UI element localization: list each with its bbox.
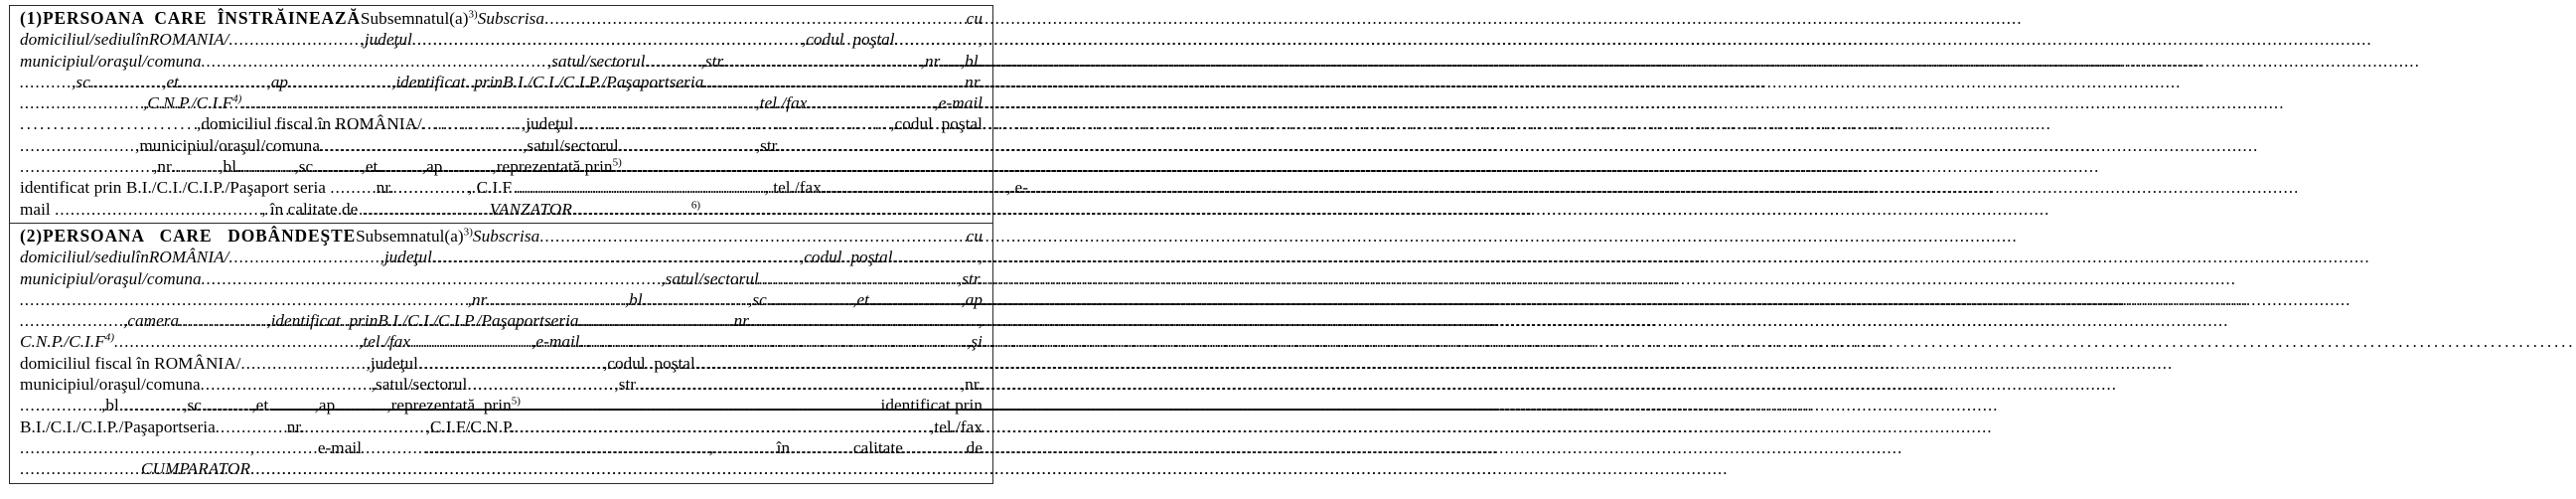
seller-cnp-blank[interactable] xyxy=(241,92,755,113)
seller-line-3: municipiul/oraşul/comuna ..... , satul/sectorul ..... , str. ..... , nr. ..... , bl. xyxy=(20,51,983,72)
buyer-label-camera: camera xyxy=(127,311,180,331)
section-seller xyxy=(10,6,1029,223)
seller-label-cnp: $C.N.P./C.I.F^{4)}$ xyxy=(147,92,242,113)
seller-doc-nr-blank[interactable] xyxy=(20,92,143,113)
buyer-label-sc: sc. xyxy=(752,289,772,309)
buyer-label-nr-4: nr. xyxy=(286,416,305,436)
buyer-label-email-2: e-mail xyxy=(317,437,363,457)
seller-fiscal-locality-blank[interactable] xyxy=(422,113,522,134)
buyer-line-8: municipiul/oraşul/comuna ..... , satul/sectorul ..... , str. ..... , nr. xyxy=(20,374,983,395)
buyer-label-buletin-2: B.I./C.I./C.I.P./Paşaport xyxy=(20,416,184,436)
buyer-label-codul-postal: codul poştal xyxy=(804,248,893,267)
buyer-label-ap: ap xyxy=(965,289,983,309)
declaration-form-table xyxy=(9,5,1029,484)
seller-reprezentata-footnote: 5) xyxy=(612,156,622,169)
buyer-section-number: (2) xyxy=(20,225,43,246)
buyer-label-municipiul-2: municipiul/oraşul/comuna xyxy=(20,375,201,395)
seller-label-cif: C.I.F xyxy=(476,178,513,198)
seller-role-leader-left xyxy=(363,199,490,220)
seller-label-telfax-2: tel./fax xyxy=(773,178,822,198)
seller-postal-blank[interactable] xyxy=(895,29,979,50)
seller-fiscal-et-blank[interactable] xyxy=(382,156,422,177)
buyer-label-bl-2: bl. xyxy=(105,396,124,416)
buyer-rep-telfax-blank[interactable] xyxy=(20,437,187,458)
seller-sat-blank[interactable] xyxy=(646,51,701,72)
buyer-label-telfax-2: tel./fax xyxy=(934,416,983,436)
buyer-label-municipiul: municipiul/oraşul/comuna xyxy=(20,268,202,288)
seller-reprezentant-blank[interactable] xyxy=(622,156,983,177)
seller-cnp-footnote: 4) xyxy=(232,92,242,105)
buyer-fiscal-postal-blank[interactable] xyxy=(695,353,983,374)
seller-judet-blank[interactable] xyxy=(412,29,802,50)
buyer-locality-blank[interactable] xyxy=(228,247,379,267)
seller-label-domiciliul: domiciliul/sediul xyxy=(20,30,136,50)
seller-fiscal-municipiu-blank[interactable] xyxy=(320,135,523,156)
buyer-reprezentant-blank[interactable] xyxy=(521,395,881,416)
seller-label-buletin-2: B.I./C.I./C.I.P./Paşaport xyxy=(125,178,289,198)
buyer-label-codul-postal-2: codul poştal xyxy=(607,353,695,373)
seller-et-blank[interactable] xyxy=(183,72,266,92)
seller-str-blank[interactable] xyxy=(726,51,921,72)
buyer-municipiu-blank[interactable] xyxy=(202,268,662,289)
buyer-bl-blank[interactable] xyxy=(647,289,748,310)
seller-label-municipiul-2: municipiul/oraşul/comuna xyxy=(139,135,320,155)
seller-label-identificat: identificat prin xyxy=(395,72,504,91)
buyer-fiscal-judet-blank[interactable] xyxy=(418,353,603,374)
seller-role-footnote: 6) xyxy=(690,198,701,211)
buyer-label-ap-2: ap xyxy=(318,396,336,416)
seller-label-municipiul: municipiul/oraşul/comuna xyxy=(20,51,202,71)
seller-label-seria: seria xyxy=(669,72,704,91)
buyer-role-leader-left xyxy=(20,458,141,479)
seller-line-6: ..... , domiciliul fiscal în ROMÂNIA/ ..... , judeţul ..... , codul poştal xyxy=(20,113,983,134)
seller-label-bl: bl. xyxy=(965,51,983,71)
buyer-line-3: municipiul/oraşul/comuna ..... , satul/sectorul ..... , str. xyxy=(20,268,983,289)
buyer-label-reprezentata: reprezentată prin$^{5)}$ xyxy=(390,395,521,416)
buyer-label-cif-cnp: C.I.F/C.N.P. xyxy=(429,416,516,436)
seller-label-nr-4: nr. xyxy=(376,178,394,198)
buyer-line-6: $C.N.P./C.I.F^{4)}$ ..... , tel./fax ..... , e-mail ..... , şi xyxy=(20,331,983,352)
buyer-line-4: ..... , nr. ..... , bl. ..... , sc. ..... , et. ..... , ap xyxy=(20,289,983,310)
seller-fiscal-nr-blank[interactable] xyxy=(175,156,219,177)
buyer-fiscal-sat-blank[interactable] xyxy=(467,374,614,395)
buyer-label-identificat-prin-end: identificat prin xyxy=(880,396,983,416)
seller-label-nr: nr. xyxy=(924,51,943,71)
buyer-sat-blank[interactable] xyxy=(759,268,958,289)
seller-line-1 xyxy=(20,8,983,29)
buyer-telfax-blank[interactable] xyxy=(410,331,531,352)
seller-email-blank[interactable] xyxy=(20,113,197,134)
buyer-line-11: ..... , e-mail ..... , în calitate de xyxy=(20,437,983,458)
buyer-label-cnp: $C.N.P./C.I.F^{4)}$ xyxy=(20,331,115,352)
seller-fiscal-postal-blank[interactable] xyxy=(20,135,135,156)
buyer-line-7: domiciliul fiscal în ROMÂNIA/ ..... , judeţul ..... , codul poştal ..... xyxy=(20,353,983,374)
buyer-label-in: în xyxy=(776,437,791,457)
buyer-postal-blank[interactable] xyxy=(893,247,979,267)
buyer-label-nr: nr. xyxy=(471,289,490,309)
buyer-fiscal-locality-blank[interactable] xyxy=(240,353,366,374)
buyer-label-in: în xyxy=(135,248,149,267)
buyer-label-str: str. xyxy=(962,268,983,288)
seller-ap-blank[interactable] xyxy=(288,72,391,92)
seller-locality-blank[interactable] xyxy=(228,29,360,50)
seller-label-telfax: tel./fax xyxy=(759,93,808,113)
buyer-label-domiciliul-fiscal: domiciliul fiscal în ROMÂNIA/ xyxy=(20,353,241,373)
seller-label-buletin: B.I./C.I./C.I.P./Paşaport xyxy=(503,72,670,91)
seller-label-ap: ap xyxy=(270,72,288,91)
buyer-rep-cif-blank[interactable] xyxy=(515,416,930,437)
buyer-rep-nr-blank[interactable] xyxy=(305,416,426,437)
buyer-label-judetul: judeţul xyxy=(383,248,432,267)
buyer-doc-nr-blank[interactable] xyxy=(751,310,978,331)
seller-line-9: identificat prin B.I./C.I./C.I.P./Paşaport seria ..... nr. ..... , C.I.F ..... , tel./fax ..... , e- xyxy=(20,177,983,198)
seller-label-identificat-2: identificat prin xyxy=(20,178,122,198)
buyer-label-romania: ROMÂNIA/ xyxy=(148,248,229,267)
seller-section-heading: PERSOANA CARE ÎNSTRĂINEAZĂ xyxy=(42,8,361,28)
buyer-role-value: CUMPARATOR xyxy=(141,459,250,479)
buyer-label-satul-2: satul/sectorul xyxy=(376,375,468,395)
seller-label-in: în xyxy=(135,30,149,50)
seller-label-str-2: str. xyxy=(760,135,781,155)
buyer-line-10: B.I./C.I./C.I.P./Paşaport seria ..... nr. ..... , C.I.F/C.N.P. ..... , tel./fax xyxy=(20,416,983,437)
buyer-fiscal-sc-blank[interactable] xyxy=(206,395,251,416)
buyer-line-5: ..... , camera ..... , identificat prin B.I./C.I./C.I.P./Paşaport seria ..... nr. ..... , xyxy=(20,310,983,331)
seller-label-sc: sc. xyxy=(76,72,95,91)
seller-line-4: ..... , sc. ..... , et. ..... , ap ..... , identificat prin B.I./C.I./C.I.P./Paşaport seria ..... nr. xyxy=(20,72,983,92)
buyer-ap-blank[interactable] xyxy=(20,310,123,331)
seller-rep-seria-blank[interactable] xyxy=(330,177,372,198)
seller-label-satul-2: satul/sectorul xyxy=(527,135,619,155)
seller-line-8: ..... , nr. ..... , bl. ..... , sc. ..... , et. ..... , ap ..... , reprezentată prin$^{5)}$ ..... xyxy=(20,156,983,177)
buyer-line-2: domiciliul/sediul în ROMÂNIA/ ..... , judeţul ..... , codul poştal ..... , xyxy=(20,247,983,267)
buyer-label-str-2: str. xyxy=(618,375,640,395)
buyer-label-domiciliul: domiciliul/sediul xyxy=(20,248,136,267)
buyer-email-blank[interactable] xyxy=(580,331,967,352)
buyer-label-seria: seria xyxy=(543,311,579,331)
buyer-fiscal-ap-blank[interactable] xyxy=(335,395,386,416)
buyer-seria-blank[interactable] xyxy=(579,310,734,331)
seller-rep-email-blank[interactable] xyxy=(55,199,261,220)
buyer-fiscal-municipiu-blank[interactable] xyxy=(201,374,372,395)
buyer-label-et-2: et. xyxy=(255,396,273,416)
buyer-role-leader-right xyxy=(250,458,431,479)
buyer-nr-blank[interactable] xyxy=(490,289,625,310)
seller-nr-blank[interactable] xyxy=(943,51,961,72)
seller-label-nr-3: nr. xyxy=(157,157,176,177)
buyer-et-blank[interactable] xyxy=(873,289,961,310)
seller-label-satul: satul/sectorul xyxy=(551,51,646,71)
seller-label-ap-2: ap xyxy=(426,157,443,177)
seller-label-bl-2: bl. xyxy=(223,157,241,177)
buyer-label-si: şi xyxy=(971,332,983,352)
buyer-section-heading: PERSOANA CARE DOBÂNDEŞTE xyxy=(42,225,357,246)
seller-label-judetul: judeţul xyxy=(364,30,412,50)
seller-subject-footnote: 3) xyxy=(468,8,478,21)
seller-label-reprezentata: reprezentată prin$^{5)}$ xyxy=(496,156,622,177)
buyer-fiscal-bl-blank[interactable] xyxy=(123,395,183,416)
buyer-label-bl: bl. xyxy=(629,289,647,309)
buyer-line-12 xyxy=(20,458,983,479)
buyer-cnp-footnote: 4) xyxy=(104,331,115,344)
seller-label-mail: mail xyxy=(20,199,56,219)
seller-label-email: e-mail xyxy=(938,93,983,113)
buyer-camera-blank[interactable] xyxy=(179,310,266,331)
seller-fiscal-sat-blank[interactable] xyxy=(619,135,756,156)
buyer-name-blank[interactable] xyxy=(539,226,966,247)
buyer-subject-footnote: 3) xyxy=(463,226,473,239)
buyer-rep-seria-blank[interactable] xyxy=(216,416,287,437)
seller-label-judetul-2: judeţul xyxy=(526,114,574,134)
seller-sc-blank[interactable] xyxy=(94,72,162,92)
buyer-str-blank[interactable] xyxy=(20,289,468,310)
seller-label-codul-postal: codul poştal xyxy=(806,30,895,50)
buyer-label-calitate: calitate xyxy=(852,437,903,457)
buyer-label-sc-2: sc. xyxy=(187,396,207,416)
buyer-cnp-blank[interactable] xyxy=(114,331,359,352)
seller-label-et-2: et. xyxy=(365,157,382,177)
seller-section-number: (1) xyxy=(20,8,43,28)
buyer-label-nr-3: nr. xyxy=(965,375,983,395)
seller-fiscal-bl-blank[interactable] xyxy=(240,156,294,177)
buyer-sc-blank[interactable] xyxy=(771,289,852,310)
seller-label-cu: cu xyxy=(966,9,983,28)
seller-label-sc-2: sc. xyxy=(298,157,318,177)
seller-role-leader-right xyxy=(572,199,691,220)
buyer-label-et: et. xyxy=(856,289,874,309)
seller-bl-blank[interactable] xyxy=(20,72,72,92)
seller-label-romania: ROMANIA/ xyxy=(148,30,229,50)
seller-label-domiciliul-fiscal: domiciliul fiscal în ROMÂNIA/ xyxy=(201,114,422,134)
buyer-label-judetul-2: judeţul xyxy=(370,353,418,373)
buyer-label-cu: cu xyxy=(966,226,983,246)
seller-municipiu-blank[interactable] xyxy=(202,51,547,72)
seller-role-value: VANZATOR xyxy=(489,199,572,219)
seller-label-et: et. xyxy=(166,72,184,91)
seller-label-codul-postal-2: codul poştal xyxy=(894,114,983,134)
seller-fiscal-str-blank-2[interactable] xyxy=(20,156,153,177)
seller-line-5: ..... , $C.N.P./C.I.F^{4)}$ ..... , tel./fax ..... , e-mail xyxy=(20,92,983,113)
buyer-fiscal-str-blank[interactable] xyxy=(639,374,960,395)
buyer-judet-blank[interactable] xyxy=(432,247,800,267)
buyer-reprezentata-footnote: 5) xyxy=(511,395,521,408)
seller-label-nr-2: nr. xyxy=(965,72,983,91)
buyer-label-satul: satul/sectorul xyxy=(665,268,759,288)
buyer-label-seria-2: seria xyxy=(183,416,216,436)
seller-telfax-blank[interactable] xyxy=(807,92,934,113)
section-buyer xyxy=(10,223,992,483)
seller-fiscal-judet-blank[interactable] xyxy=(573,113,890,134)
seller-rep-telfax-blank[interactable] xyxy=(822,177,1006,198)
buyer-label-email: e-mail xyxy=(535,332,580,352)
seller-line-10: mail ..... , în calitate de ..... VANZATOR ..... $^{6)}$ xyxy=(20,199,983,220)
buyer-fiscal-et-blank[interactable] xyxy=(273,395,315,416)
buyer-line-1 xyxy=(20,226,983,247)
buyer-label-buletin: B.I./C.I./C.I.P./Paşaport xyxy=(378,311,544,331)
buyer-subject-label: $Subsemnatul(a)^{3)}Subscrisa$ xyxy=(356,226,540,246)
seller-fiscal-ap-blank[interactable] xyxy=(442,156,492,177)
buyer-label-telfax: tel./fax xyxy=(363,332,411,352)
buyer-label-nr-2: nr. xyxy=(733,311,752,331)
buyer-label-de: de xyxy=(966,437,983,457)
seller-name-blank[interactable] xyxy=(544,8,967,29)
buyer-fiscal-nr-blank[interactable] xyxy=(20,395,101,416)
seller-label-str: str. xyxy=(704,51,726,71)
seller-seria-blank[interactable] xyxy=(703,72,965,92)
seller-fiscal-str-blank[interactable] xyxy=(781,135,983,156)
seller-label-seria-2: seria xyxy=(293,178,326,198)
buyer-line-9: ..... , bl. ..... , sc. ..... , et. ..... , ap ..... , reprezentată prin$^{5)}$ ..... identificat prin xyxy=(20,395,983,416)
seller-line-2: domiciliul/sediul în ROMANIA/ ..... , judeţul ..... , codul poştal ..... , xyxy=(20,29,983,50)
seller-subject-label: $Subsemnatul(a)^{3)}Subscrisa$ xyxy=(360,8,545,28)
seller-label-in-calitate: în calitate de xyxy=(269,199,359,219)
buyer-rep-email-blank[interactable] xyxy=(425,437,646,458)
seller-line-7: ..... , municipiul/oraşul/comuna ..... , satul/sectorul ..... , str. ..... xyxy=(20,135,983,156)
seller-fiscal-sc-blank[interactable] xyxy=(318,156,362,177)
seller-rep-nr-blank[interactable] xyxy=(398,177,468,198)
buyer-label-identificat: identificat prin xyxy=(270,311,379,331)
seller-rep-cif-blank[interactable] xyxy=(517,177,765,198)
